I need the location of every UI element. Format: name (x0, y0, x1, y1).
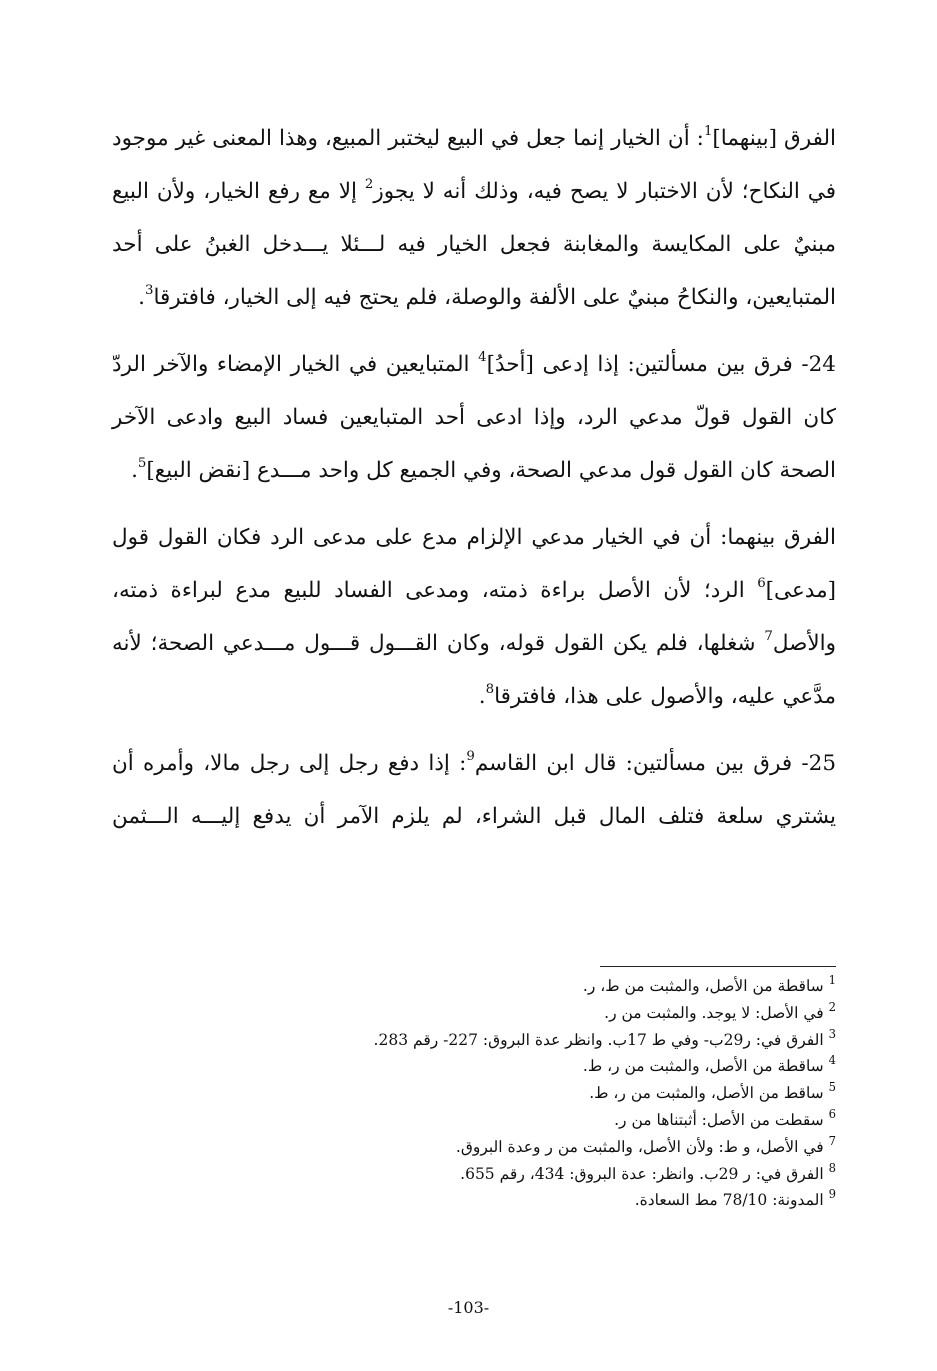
paragraph-2 (112, 338, 836, 497)
footnote-ref: 5 (137, 456, 147, 472)
footnote-number: 3 (828, 1026, 836, 1041)
footnote-ref: 4 (478, 350, 487, 366)
text-run: إلا مع رفع الخيار، ولأن البيع مبنيٌ على المكايسة والمغابنة فجعل الخيار فيه لـــئلا يـــدخل الغبنُ على أحد المتبايعين، والنكاحُ مبنيٌ على الألفة والوصلة، فلم يحتج فيه إلى الخيار، فافترقا (112, 179, 836, 310)
text-run: : أن الخيار إنما جعل في البيع ليختبر المبيع، وهذا المعنى غير موجود في النكاح؛ لأن الاختبار لا يصح فيه، وذلك أنه لا يجوز (112, 126, 836, 204)
footnote-text: الفرق في: ر29ب- وفي ط 17ب. وانظر عدة البروق: 227- رقم 283. (373, 1030, 824, 1049)
text-run: الفرق [بينهما] (712, 126, 837, 151)
footnote-number: 2 (828, 999, 836, 1014)
footnote-text: سقطت من الأصل: أثبتناها من ر. (614, 1110, 824, 1129)
footnote-ref: 2 (364, 177, 374, 193)
footnote-ref: 3 (144, 283, 154, 299)
footnote-ref: 1 (703, 124, 713, 140)
paragraph-4 (112, 737, 836, 843)
footnote-6 (200, 1107, 836, 1134)
footnote-text: في الأصل، و ط: ولأن الأصل، والمثبت من ر وعدة البروق. (455, 1137, 824, 1156)
paragraph-1 (112, 112, 836, 324)
footnote-8 (200, 1161, 836, 1188)
footnotes (200, 973, 836, 1214)
footnote-ref: 8 (485, 682, 495, 698)
footnote-7 (200, 1134, 836, 1161)
footnote-2 (200, 1000, 836, 1027)
footnote-number: 4 (828, 1053, 836, 1068)
text-run: 24- فرق بين مسألتين: إذا إدعى [أحدُ] (486, 352, 836, 377)
footnote-text: ساقط من الأصل، والمثبت من ر، ط. (589, 1084, 824, 1103)
main-text (112, 112, 836, 857)
footnote-1 (200, 973, 836, 1000)
footnote-text: المدونة: 78/10 مط السعادة. (634, 1191, 824, 1210)
footnote-text: في الأصل: لا يوجد. والمثبت من ر. (604, 1003, 824, 1022)
footnote-ref: 6 (757, 576, 766, 592)
text-run: . (131, 458, 138, 483)
footnote-9 (200, 1187, 836, 1214)
text-run: المتبايعين في الخيار الإمضاء والآخر الردّ كان القول قولّ مدعي الرد، وإذا ادعى أحد المتبايعين فساد البيع وادعى الآخر الصحة كان القول قول مدعي الصحة، وفي الجميع كل واحد مـــدع [نقض البيع] (112, 352, 836, 483)
text-run: الرد؛ لأن الأصل براءة ذمته، ومدعى الفساد للبيع مدع لبراءة ذمته، والأصل (112, 578, 836, 656)
paragraph-3 (112, 511, 836, 723)
footnote-number: 9 (828, 1187, 836, 1202)
text-run: الفرق بينهما: أن في الخيار مدعي الإلزام مدع على مدعى الرد فكان القول قول [مدعى] (112, 525, 836, 603)
footnote-4 (200, 1053, 836, 1080)
footnote-ref: 9 (466, 749, 475, 765)
footnote-number: 7 (828, 1133, 836, 1148)
text-run: 25- فرق بين مسألتين: قال ابن القاسم (474, 751, 836, 776)
footnote-text: ساقطة من الأصل، والمثبت من ط، ر. (582, 977, 824, 995)
footnote-text: الفرق في: ر 29ب. وانظر: عدة البروق: 434، رقم 655. (460, 1164, 824, 1183)
text-run: شغلها، فلم يكن القول قوله، وكان القـــول قـــول مـــدعي الصحة؛ لأنه مدَّعي عليه، والأصول على هذا، فافترقا (112, 631, 836, 709)
footnote-3 (200, 1027, 836, 1054)
footnote-number: 1 (828, 973, 836, 988)
text-run: . (138, 285, 145, 310)
footnote-separator (600, 966, 836, 967)
footnote-number: 5 (828, 1080, 836, 1095)
footnote-5 (200, 1080, 836, 1107)
footnote-number: 6 (828, 1107, 836, 1122)
text-run: : إذا دفع رجل إلى رجل مالا، وأمره أن يشتري سلعة فتلف المال قبل الشراء، لم يلزم الآمر أن يدفع إليـــه الـــثمن (112, 751, 836, 829)
footnote-ref: 7 (764, 629, 773, 645)
text-run: . (478, 684, 486, 709)
footnote-number: 8 (828, 1160, 836, 1175)
footnote-text: ساقطة من الأصل، والمثبت من ر، ط. (582, 1057, 824, 1076)
page-number: -103- (447, 1298, 490, 1317)
